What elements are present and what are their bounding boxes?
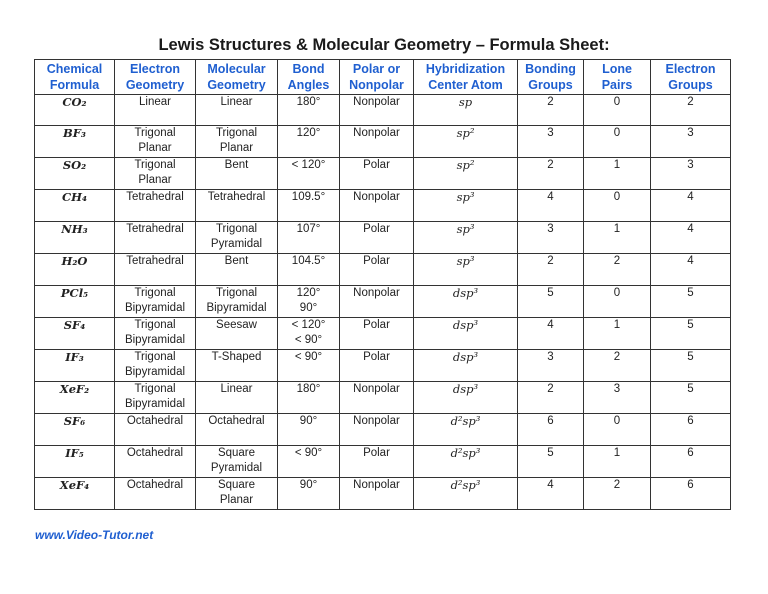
table-row xyxy=(35,382,731,414)
hybridization: dsp³ xyxy=(414,350,518,382)
electron-geometry: Octahedral xyxy=(115,446,196,478)
header-chemical-formula: Chemical Formula xyxy=(35,60,115,95)
molecular-geometry: Trigonal Bipyramidal xyxy=(196,286,278,318)
chemical-formula: SF₆ xyxy=(35,414,115,446)
formula-table xyxy=(34,59,731,510)
bond-angles: 107° xyxy=(278,222,340,254)
bond-angles: < 90° xyxy=(278,446,340,478)
electron-geometry: Trigonal Bipyramidal xyxy=(115,350,196,382)
molecular-geometry: Seesaw xyxy=(196,318,278,350)
electron-groups: 4 xyxy=(651,254,731,286)
hybridization: sp² xyxy=(414,158,518,190)
lone-pairs: 0 xyxy=(584,126,651,158)
sheet-title: Lewis Structures & Molecular Geometry – Formula Sheet: xyxy=(158,36,610,54)
polarity: Nonpolar xyxy=(340,126,414,158)
electron-groups: 6 xyxy=(651,414,731,446)
electron-geometry: Trigonal Bipyramidal xyxy=(115,286,196,318)
polarity: Polar xyxy=(340,446,414,478)
molecular-geometry: Octahedral xyxy=(196,414,278,446)
hybridization: sp xyxy=(414,95,518,126)
electron-groups: 4 xyxy=(651,190,731,222)
electron-geometry: Octahedral xyxy=(115,478,196,510)
bond-angles: 90° xyxy=(278,478,340,510)
electron-geometry: Trigonal Bipyramidal xyxy=(115,318,196,350)
polarity: Nonpolar xyxy=(340,382,414,414)
molecular-geometry: Bent xyxy=(196,158,278,190)
lone-pairs: 0 xyxy=(584,95,651,126)
chemical-formula: SF₄ xyxy=(35,318,115,350)
bonding-groups: 2 xyxy=(518,254,584,286)
table-row xyxy=(35,158,731,190)
table-row xyxy=(35,95,731,126)
chemical-formula: CH₄ xyxy=(35,190,115,222)
bonding-groups: 4 xyxy=(518,190,584,222)
table-row xyxy=(35,254,731,286)
bonding-groups: 3 xyxy=(518,126,584,158)
polarity: Nonpolar xyxy=(340,190,414,222)
table-row xyxy=(35,350,731,382)
electron-groups: 6 xyxy=(651,446,731,478)
molecular-geometry: Bent xyxy=(196,254,278,286)
polarity: Polar xyxy=(340,350,414,382)
header-lone-pairs: Lone Pairs xyxy=(584,60,651,95)
hybridization: sp³ xyxy=(414,254,518,286)
header-row xyxy=(35,60,731,95)
bonding-groups: 2 xyxy=(518,382,584,414)
polarity: Nonpolar xyxy=(340,414,414,446)
lone-pairs: 1 xyxy=(584,318,651,350)
polarity: Nonpolar xyxy=(340,286,414,318)
bond-angles: < 120° xyxy=(278,158,340,190)
hybridization: sp³ xyxy=(414,222,518,254)
chemical-formula: PCl₅ xyxy=(35,286,115,318)
molecular-geometry: Trigonal Planar xyxy=(196,126,278,158)
header-hybridization: Hybridization Center Atom xyxy=(414,60,518,95)
polarity: Polar xyxy=(340,318,414,350)
footer-website-link[interactable]: www.Video-Tutor.net xyxy=(35,528,154,542)
electron-groups: 5 xyxy=(651,350,731,382)
chemical-formula: IF₃ xyxy=(35,350,115,382)
electron-groups: 6 xyxy=(651,478,731,510)
polarity: Polar xyxy=(340,254,414,286)
hybridization: d²sp³ xyxy=(414,414,518,446)
header-bond-angles: Bond Angles xyxy=(278,60,340,95)
bonding-groups: 5 xyxy=(518,446,584,478)
bond-angles: 90° xyxy=(278,414,340,446)
electron-geometry: Trigonal Bipyramidal xyxy=(115,382,196,414)
header-molecular-geometry: Molecular Geometry xyxy=(196,60,278,95)
molecular-geometry: T-Shaped xyxy=(196,350,278,382)
table-body xyxy=(35,95,731,510)
polarity: Nonpolar xyxy=(340,95,414,126)
table-row xyxy=(35,286,731,318)
electron-geometry: Linear xyxy=(115,95,196,126)
table-row xyxy=(35,318,731,350)
bonding-groups: 4 xyxy=(518,318,584,350)
table-row xyxy=(35,126,731,158)
molecular-geometry: Square Planar xyxy=(196,478,278,510)
bonding-groups: 4 xyxy=(518,478,584,510)
electron-groups: 5 xyxy=(651,382,731,414)
electron-geometry: Trigonal Planar xyxy=(115,126,196,158)
bond-angles: 104.5° xyxy=(278,254,340,286)
lone-pairs: 1 xyxy=(584,222,651,254)
polarity: Polar xyxy=(340,222,414,254)
lone-pairs: 0 xyxy=(584,414,651,446)
bond-angles: 180° xyxy=(278,382,340,414)
hybridization: sp³ xyxy=(414,190,518,222)
lone-pairs: 0 xyxy=(584,190,651,222)
hybridization: dsp³ xyxy=(414,286,518,318)
chemical-formula: NH₃ xyxy=(35,222,115,254)
table-row xyxy=(35,190,731,222)
chemical-formula: H₂O xyxy=(35,254,115,286)
header-bonding-groups: Bonding Groups xyxy=(518,60,584,95)
bonding-groups: 2 xyxy=(518,95,584,126)
polarity: Nonpolar xyxy=(340,478,414,510)
table-row xyxy=(35,446,731,478)
bond-angles: < 90° xyxy=(278,350,340,382)
molecular-geometry: Linear xyxy=(196,95,278,126)
table-row xyxy=(35,414,731,446)
electron-geometry: Octahedral xyxy=(115,414,196,446)
chemical-formula: SO₂ xyxy=(35,158,115,190)
bonding-groups: 5 xyxy=(518,286,584,318)
table-row xyxy=(35,478,731,510)
molecular-geometry: Square Pyramidal xyxy=(196,446,278,478)
molecular-geometry: Linear xyxy=(196,382,278,414)
hybridization: d²sp³ xyxy=(414,478,518,510)
bond-angles: < 120° < 90° xyxy=(278,318,340,350)
bonding-groups: 2 xyxy=(518,158,584,190)
molecular-geometry: Tetrahedral xyxy=(196,190,278,222)
lone-pairs: 3 xyxy=(584,382,651,414)
lone-pairs: 2 xyxy=(584,254,651,286)
table-row xyxy=(35,222,731,254)
electron-geometry: Tetrahedral xyxy=(115,190,196,222)
lone-pairs: 0 xyxy=(584,286,651,318)
bonding-groups: 3 xyxy=(518,222,584,254)
electron-geometry: Tetrahedral xyxy=(115,222,196,254)
bonding-groups: 3 xyxy=(518,350,584,382)
polarity: Polar xyxy=(340,158,414,190)
lone-pairs: 1 xyxy=(584,158,651,190)
hybridization: d²sp³ xyxy=(414,446,518,478)
header-polarity: Polar or Nonpolar xyxy=(340,60,414,95)
electron-groups: 5 xyxy=(651,286,731,318)
hybridization: dsp³ xyxy=(414,318,518,350)
electron-groups: 4 xyxy=(651,222,731,254)
lone-pairs: 2 xyxy=(584,478,651,510)
header-electron-geometry: Electron Geometry xyxy=(115,60,196,95)
lone-pairs: 1 xyxy=(584,446,651,478)
lone-pairs: 2 xyxy=(584,350,651,382)
electron-groups: 3 xyxy=(651,158,731,190)
chemical-formula: IF₅ xyxy=(35,446,115,478)
chemical-formula: CO₂ xyxy=(35,95,115,126)
bonding-groups: 6 xyxy=(518,414,584,446)
bond-angles: 180° xyxy=(278,95,340,126)
bond-angles: 120° 90° xyxy=(278,286,340,318)
hybridization: dsp³ xyxy=(414,382,518,414)
electron-geometry: Trigonal Planar xyxy=(115,158,196,190)
chemical-formula: XeF₂ xyxy=(35,382,115,414)
electron-groups: 3 xyxy=(651,126,731,158)
electron-groups: 2 xyxy=(651,95,731,126)
electron-geometry: Tetrahedral xyxy=(115,254,196,286)
bond-angles: 109.5° xyxy=(278,190,340,222)
chemical-formula: BF₃ xyxy=(35,126,115,158)
hybridization: sp² xyxy=(414,126,518,158)
molecular-geometry: Trigonal Pyramidal xyxy=(196,222,278,254)
chemical-formula: XeF₄ xyxy=(35,478,115,510)
electron-groups: 5 xyxy=(651,318,731,350)
bond-angles: 120° xyxy=(278,126,340,158)
header-electron-groups: Electron Groups xyxy=(651,60,731,95)
